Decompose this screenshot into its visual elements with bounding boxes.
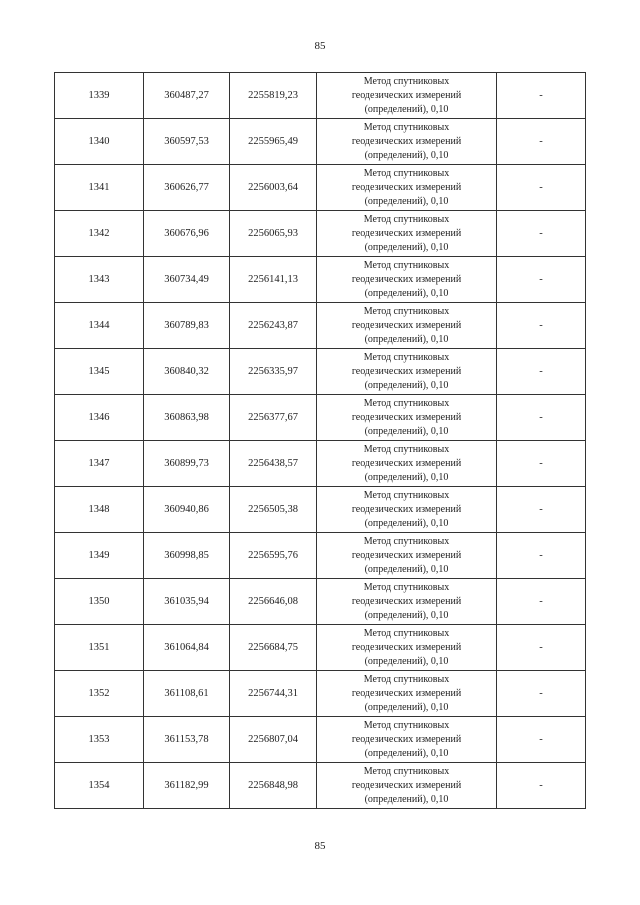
table-row: [55, 165, 586, 211]
method-line: (определений), 0,10: [364, 287, 449, 299]
table-row: [55, 211, 586, 257]
x-coordinate-cell: 360940,86: [144, 487, 230, 533]
note-cell: -: [497, 441, 586, 487]
method-line: геодезических измерений: [351, 89, 462, 101]
point-number-cell: 1352: [55, 671, 144, 717]
note-cell: -: [497, 349, 586, 395]
method-line: геодезических измерений: [351, 549, 462, 561]
method-line: Метод спутниковых: [363, 121, 450, 133]
method-line: Метод спутниковых: [363, 213, 450, 225]
y-coordinate-cell: 2255965,49: [230, 119, 317, 165]
y-coordinate-cell: 2256377,67: [230, 395, 317, 441]
table-row: [55, 625, 586, 671]
method-cell: [317, 441, 497, 487]
y-coordinate-cell: 2256646,08: [230, 579, 317, 625]
table-row: [55, 73, 586, 119]
point-number-cell: 1347: [55, 441, 144, 487]
method-line: (определений), 0,10: [364, 425, 449, 437]
point-number-cell: 1351: [55, 625, 144, 671]
method-cell: [317, 763, 497, 809]
note-cell: -: [497, 579, 586, 625]
x-coordinate-cell: 361182,99: [144, 763, 230, 809]
method-line: Метод спутниковых: [363, 627, 450, 639]
x-coordinate-cell: 361108,61: [144, 671, 230, 717]
method-line: геодезических измерений: [351, 779, 462, 791]
method-cell: [317, 579, 497, 625]
method-line: (определений), 0,10: [364, 149, 449, 161]
x-coordinate-cell: 360899,73: [144, 441, 230, 487]
table-body: [55, 73, 586, 809]
table-row: [55, 717, 586, 763]
method-line: геодезических измерений: [351, 365, 462, 377]
method-line: Метод спутниковых: [363, 489, 450, 501]
method-line: (определений), 0,10: [364, 701, 449, 713]
method-line: (определений), 0,10: [364, 747, 449, 759]
method-line: геодезических измерений: [351, 503, 462, 515]
point-number-cell: 1354: [55, 763, 144, 809]
method-cell: [317, 533, 497, 579]
method-line: (определений), 0,10: [364, 379, 449, 391]
method-line: Метод спутниковых: [363, 581, 450, 593]
point-number-cell: 1350: [55, 579, 144, 625]
note-cell: -: [497, 487, 586, 533]
method-cell: [317, 349, 497, 395]
method-cell: [317, 671, 497, 717]
x-coordinate-cell: 361064,84: [144, 625, 230, 671]
y-coordinate-cell: 2256595,76: [230, 533, 317, 579]
note-cell: -: [497, 671, 586, 717]
method-line: (определений), 0,10: [364, 655, 449, 667]
y-coordinate-cell: 2256684,75: [230, 625, 317, 671]
method-cell: [317, 395, 497, 441]
page-number-top: 85: [314, 40, 326, 52]
y-coordinate-cell: 2255819,23: [230, 73, 317, 119]
method-line: Метод спутниковых: [363, 673, 450, 685]
method-line: геодезических измерений: [351, 227, 462, 239]
method-cell: [317, 73, 497, 119]
table-row: [55, 671, 586, 717]
method-line: Метод спутниковых: [363, 75, 450, 87]
note-cell: -: [497, 165, 586, 211]
method-line: Метод спутниковых: [363, 167, 450, 179]
y-coordinate-cell: 2256744,31: [230, 671, 317, 717]
note-cell: -: [497, 763, 586, 809]
point-number-cell: 1339: [55, 73, 144, 119]
table-row: [55, 763, 586, 809]
method-line: Метод спутниковых: [363, 765, 450, 777]
y-coordinate-cell: 2256335,97: [230, 349, 317, 395]
table-row: [55, 257, 586, 303]
x-coordinate-cell: 360998,85: [144, 533, 230, 579]
point-number-cell: 1349: [55, 533, 144, 579]
y-coordinate-cell: 2256141,13: [230, 257, 317, 303]
method-line: (определений), 0,10: [364, 517, 449, 529]
note-cell: -: [497, 625, 586, 671]
table-row: [55, 349, 586, 395]
method-line: Метод спутниковых: [363, 259, 450, 271]
method-cell: [317, 487, 497, 533]
method-line: (определений), 0,10: [364, 609, 449, 621]
x-coordinate-cell: 360789,83: [144, 303, 230, 349]
method-line: Метод спутниковых: [363, 719, 450, 731]
point-number-cell: 1345: [55, 349, 144, 395]
method-line: геодезических измерений: [351, 411, 462, 423]
y-coordinate-cell: 2256848,98: [230, 763, 317, 809]
x-coordinate-cell: 360863,98: [144, 395, 230, 441]
note-cell: -: [497, 119, 586, 165]
point-number-cell: 1348: [55, 487, 144, 533]
x-coordinate-cell: 360734,49: [144, 257, 230, 303]
method-line: (определений), 0,10: [364, 471, 449, 483]
table-row: [55, 487, 586, 533]
coordinates-table: [54, 72, 586, 809]
x-coordinate-cell: 360676,96: [144, 211, 230, 257]
method-cell: [317, 119, 497, 165]
x-coordinate-cell: 360487,27: [144, 73, 230, 119]
note-cell: -: [497, 257, 586, 303]
x-coordinate-cell: 360840,32: [144, 349, 230, 395]
page-number-bottom: 85: [314, 840, 326, 852]
table-row: [55, 303, 586, 349]
point-number-cell: 1343: [55, 257, 144, 303]
method-line: геодезических измерений: [351, 595, 462, 607]
table-row: [55, 533, 586, 579]
x-coordinate-cell: 361153,78: [144, 717, 230, 763]
method-line: Метод спутниковых: [363, 351, 450, 363]
method-line: геодезических измерений: [351, 457, 462, 469]
method-cell: [317, 257, 497, 303]
method-cell: [317, 165, 497, 211]
method-line: геодезических измерений: [351, 135, 462, 147]
note-cell: -: [497, 395, 586, 441]
y-coordinate-cell: 2256505,38: [230, 487, 317, 533]
method-line: геодезических измерений: [351, 273, 462, 285]
method-line: геодезических измерений: [351, 641, 462, 653]
method-line: (определений), 0,10: [364, 195, 449, 207]
y-coordinate-cell: 2256807,04: [230, 717, 317, 763]
x-coordinate-cell: 360597,53: [144, 119, 230, 165]
note-cell: -: [497, 717, 586, 763]
table-row: [55, 395, 586, 441]
note-cell: -: [497, 73, 586, 119]
point-number-cell: 1346: [55, 395, 144, 441]
method-line: Метод спутниковых: [363, 305, 450, 317]
note-cell: -: [497, 211, 586, 257]
method-cell: [317, 211, 497, 257]
table-row: [55, 579, 586, 625]
method-line: Метод спутниковых: [363, 397, 450, 409]
method-line: геодезических измерений: [351, 687, 462, 699]
x-coordinate-cell: 360626,77: [144, 165, 230, 211]
point-number-cell: 1342: [55, 211, 144, 257]
point-number-cell: 1340: [55, 119, 144, 165]
note-cell: -: [497, 303, 586, 349]
note-cell: -: [497, 533, 586, 579]
y-coordinate-cell: 2256003,64: [230, 165, 317, 211]
method-cell: [317, 717, 497, 763]
y-coordinate-cell: 2256438,57: [230, 441, 317, 487]
table-row: [55, 119, 586, 165]
method-line: (определений), 0,10: [364, 333, 449, 345]
point-number-cell: 1341: [55, 165, 144, 211]
method-line: геодезических измерений: [351, 319, 462, 331]
table-row: [55, 441, 586, 487]
method-line: (определений), 0,10: [364, 793, 449, 805]
method-line: (определений), 0,10: [364, 563, 449, 575]
y-coordinate-cell: 2256065,93: [230, 211, 317, 257]
y-coordinate-cell: 2256243,87: [230, 303, 317, 349]
method-cell: [317, 625, 497, 671]
method-line: Метод спутниковых: [363, 535, 450, 547]
point-number-cell: 1344: [55, 303, 144, 349]
x-coordinate-cell: 361035,94: [144, 579, 230, 625]
method-line: (определений), 0,10: [364, 103, 449, 115]
method-cell: [317, 303, 497, 349]
method-line: (определений), 0,10: [364, 241, 449, 253]
method-line: геодезических измерений: [351, 733, 462, 745]
method-line: геодезических измерений: [351, 181, 462, 193]
point-number-cell: 1353: [55, 717, 144, 763]
method-line: Метод спутниковых: [363, 443, 450, 455]
